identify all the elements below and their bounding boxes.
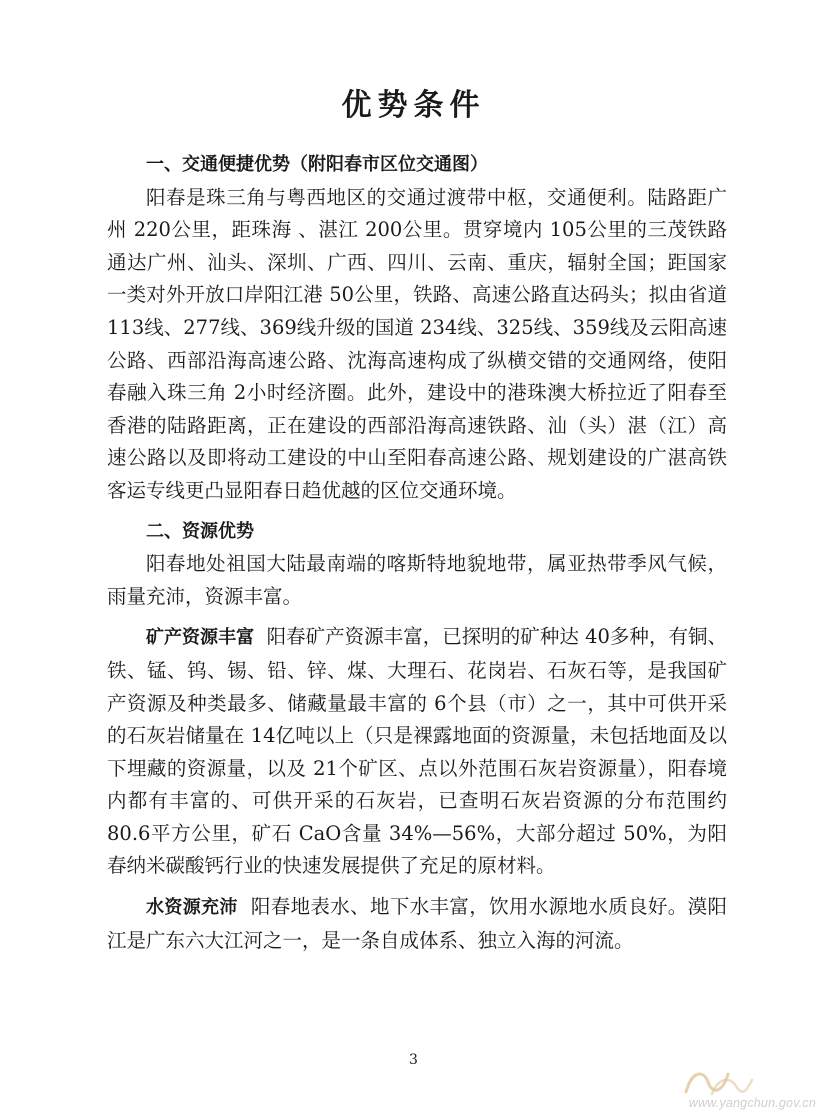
- mineral-text: 阳春矿产资源丰富，已探明的矿种达 40多种，有铜、铁、锰、钨、锡、铅、锌、煤、大理石、花岗岩、石灰石等，是我国矿产资源及种类最多、储藏量最丰富的 6个县（市）之一，其中可供开采的石灰岩储量在 14亿吨以上（只是裸露地面的资源量，未包括地面及以下埋藏的资源量，以及 21个矿区、点以外范围石灰岩资源量），阳春境内都有丰富的、可供开采的石灰岩，已查明石灰岩资源的分布范围约 80.6平方公里，矿石 CaO含量 34%—56%，大部分超过 50%，为阳春纳米碳酸钙行业的快速发展提供了充足的原材料。: [107, 625, 728, 878]
- page-number: 3: [409, 1052, 418, 1068]
- watermark-url: www.yangchun.gov.cn: [688, 1096, 816, 1110]
- paragraph-water: [107, 891, 727, 957]
- paragraph-transport: 阳春是珠三角与粤西地区的交通过渡带中枢，交通便利。陆路距广州 220公里，距珠海 、湛江 200公里。贯穿境内 105公里的三茂铁路通达广州、汕头、深圳、广西、四川、云南、重庆，辐射全国；距国家一类对外开放口岸阳江港 50公里，铁路、高速公路直达码头；拟由省道 113线、277线、369线升级的国道 234线、325线、359线及云阳高速公路、西部沿海高速公路、沈海高速构成了纵横交错的交通网络，使阳春融入珠三角 2小时经济圈。此外，建设中的港珠澳大桥拉近了阳春至香港的陆路距离，正在建设的西部沿海高速铁路、汕（头）湛（江）高速公路以及即将动工建设的中山至阳春高速公路、规划建设的广湛高铁客运专线更凸显阳春日趋优越的区位交通环境。: [107, 185, 727, 502]
- page-title: 优势条件: [341, 88, 486, 123]
- paragraph-mineral: [107, 621, 727, 883]
- paragraph-resources-intro: 阳春地处祖国大陆最南端的喀斯特地貌地带，属亚热带季风气候，雨量充沛，资源丰富。: [107, 552, 727, 608]
- site-watermark: [680, 1064, 820, 1112]
- section-heading-resources: 二、资源优势: [146, 520, 254, 542]
- mineral-lead: 矿产资源丰富: [146, 627, 255, 649]
- document-body: [107, 149, 727, 957]
- water-lead: 水资源充沛: [146, 897, 238, 919]
- watermark-logo-icon: [682, 1064, 754, 1100]
- water-text: 阳春地表水、地下水丰富，饮用水源地水质良好。漠阳江是广东六大江河之一，是一条自成体系、独立入海的河流。: [107, 895, 727, 952]
- section-heading-transport: 一、交通便捷优势（附阳春市区位交通图）: [146, 154, 488, 175]
